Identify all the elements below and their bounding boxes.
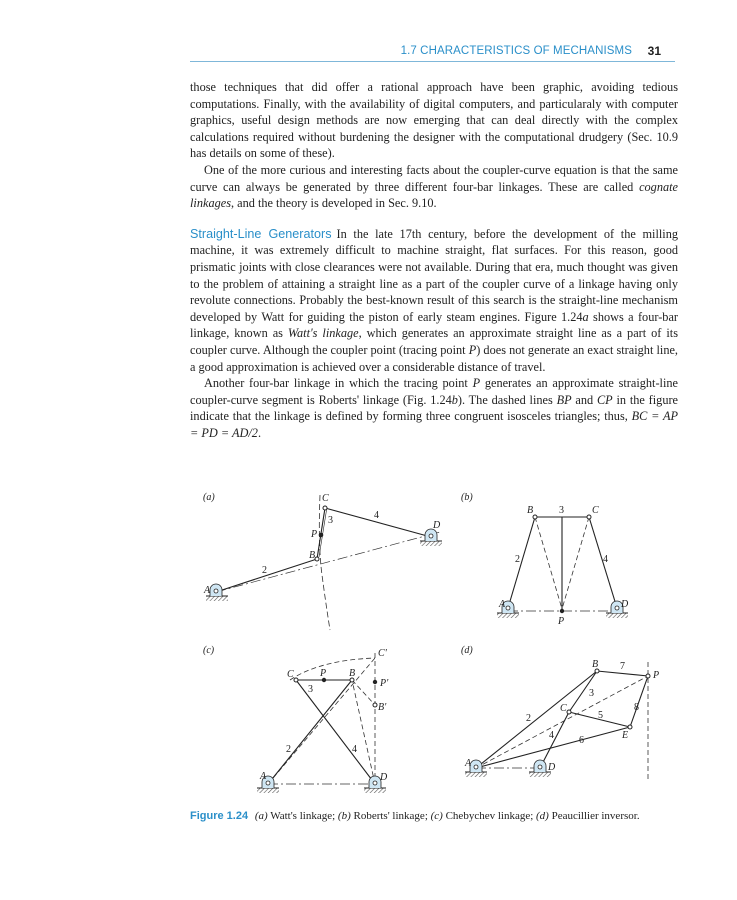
- label-a-a: A: [204, 585, 211, 596]
- caption-c-text: Chebychev linkage;: [442, 810, 537, 822]
- label-c-bp: B': [378, 702, 387, 713]
- label-c-a: A: [260, 771, 267, 782]
- label-d-d: D: [548, 762, 556, 773]
- p3-text-d: ) does not generate an exact straight line, a good approximation is achieved over a considerable distance of travel.: [190, 342, 678, 374]
- panel-c-chebychev-linkage: [203, 645, 389, 793]
- section-heading: Straight-Line Generators: [190, 226, 332, 241]
- label-b-3: 3: [559, 505, 564, 516]
- caption-a-tag: (a): [254, 810, 268, 822]
- panel-b-roberts-linkage: [461, 492, 629, 627]
- label-c-3: 3: [308, 684, 313, 695]
- p3-it-b: Watt's linkage: [287, 326, 359, 341]
- p4-text-b: generates an approximate straight-line coupler-curve segment is Roberts' linkage (Fig. 1.24: [190, 376, 678, 407]
- header-title: 1.7 CHARACTERISTICS OF MECHANISMS: [400, 45, 632, 57]
- p2-text: One of the more curious and interesting facts about the coupler-curve equation is that the same curve can always be generated by three different four-bar linkages. These are called: [190, 162, 678, 194]
- label-b-b: B: [527, 505, 534, 516]
- label-c-d: D: [380, 772, 388, 783]
- page-number: 31: [647, 44, 661, 58]
- p4-it-bp: BP: [556, 392, 572, 407]
- figure-caption: [190, 810, 690, 822]
- label-a-c: C: [322, 493, 329, 504]
- paragraph-1: those techniques that did offer a rational approach have been graphic, avoiding tedious computations. Finally, with the availability of digital computers, and particularaly with computer graphics, useful design methods are now emerging that can deal directly with the complex calculations required without burdening the designer with the computational drudgery (Sec. 10.9 has details on some of these).: [190, 80, 678, 161]
- label-b-4: 4: [603, 554, 608, 565]
- caption-b-tag: (b): [337, 810, 351, 822]
- label-c-cp: C': [378, 648, 387, 659]
- label-c-pp: P': [380, 678, 389, 689]
- label-c-p: P: [320, 668, 327, 679]
- caption-label: Figure 1.24: [190, 810, 249, 822]
- label-d-b: B: [592, 659, 599, 670]
- p3-it-a: a: [582, 309, 589, 324]
- label-d-2: 2: [526, 713, 531, 724]
- panel-d-peaucillier-inversor: [461, 645, 659, 780]
- label-a-d: D: [433, 520, 441, 531]
- caption-c-tag: (c): [430, 810, 443, 822]
- caption-d-text: Peaucillier inversor.: [548, 810, 640, 822]
- label-a-2: 2: [262, 565, 267, 576]
- p3-text-b: shows a four-bar linkage, known as: [190, 309, 678, 341]
- p4-text-c: ). The dashed lines: [457, 392, 557, 407]
- label-a-b: B: [309, 550, 316, 561]
- label-c-2: 2: [286, 744, 291, 755]
- panel-a-watts-linkage: [203, 492, 442, 630]
- label-a-p: P: [311, 529, 318, 540]
- label-d-7: 7: [620, 661, 625, 672]
- label-d-3: 3: [589, 688, 594, 699]
- p4-text-a: Another four-bar linkage in which the tracing point: [204, 376, 473, 391]
- p4-it-cp: CP: [596, 392, 613, 407]
- p4-it-b: b: [451, 392, 458, 407]
- label-b-a: A: [499, 599, 506, 610]
- label-b-d: D: [621, 599, 629, 610]
- label-d-c: C: [560, 703, 567, 714]
- p4-end: .: [257, 425, 262, 440]
- panel-a-tag: (a): [203, 492, 215, 503]
- p4-text-d: in the figure indicate that the linkage is defined by forming three congruent isosceles triangles; thus,: [190, 392, 679, 424]
- caption-d-tag: (d): [536, 810, 549, 822]
- p4-and: and: [571, 392, 597, 407]
- p2-text-end: , and the theory is developed in Sec. 9.10.: [230, 196, 437, 211]
- ground-pivot-d: [420, 529, 442, 546]
- label-d-e: E: [622, 730, 629, 741]
- label-d-8: 8: [634, 702, 639, 713]
- caption-b-text: Roberts' linkage;: [350, 810, 431, 822]
- label-b-p: P: [558, 616, 565, 627]
- panel-c-tag: (c): [203, 645, 215, 656]
- p3-text-c: , which generates an approximate straight line as a part of its coupler curve. Although the coupler point (tracing point: [190, 326, 678, 357]
- label-a-3: 3: [328, 515, 333, 526]
- label-d-5: 5: [598, 710, 603, 721]
- label-d-4: 4: [549, 730, 554, 741]
- panel-b-tag: (b): [461, 492, 473, 503]
- label-c-b: B: [349, 668, 356, 679]
- panel-d-tag: (d): [461, 645, 473, 656]
- label-d-p: P: [653, 670, 660, 681]
- label-b-2: 2: [515, 554, 520, 565]
- p3-text-a: In the late 17th century, before the development of the milling machine, it was extremely difficult to machine straight, flat surfaces. For this reason, good prismatic joints with close clearances were not available. During that era, much thought was given to the problem of attaining a straight line as a part of the coupler curve of a linkage having only revolute connections. Probably the best-known result of this search is the straight-line mechanism developed by Watt for guiding the piston of early steam engines. Figure 1.24: [190, 226, 678, 324]
- label-b-c: C: [592, 505, 599, 516]
- p2-em: cognate linkages: [190, 179, 678, 211]
- label-d-a: A: [465, 758, 472, 769]
- caption-a-text: Watt's linkage;: [267, 810, 338, 822]
- p3-it-c: P: [468, 342, 477, 357]
- label-d-6: 6: [579, 735, 584, 746]
- label-c-c: C: [287, 669, 294, 680]
- p4-equation: BC = AP = PD = AD/2: [190, 409, 678, 440]
- p4-it-a: P: [472, 376, 481, 391]
- label-a-4: 4: [374, 510, 379, 521]
- label-c-4: 4: [352, 744, 357, 755]
